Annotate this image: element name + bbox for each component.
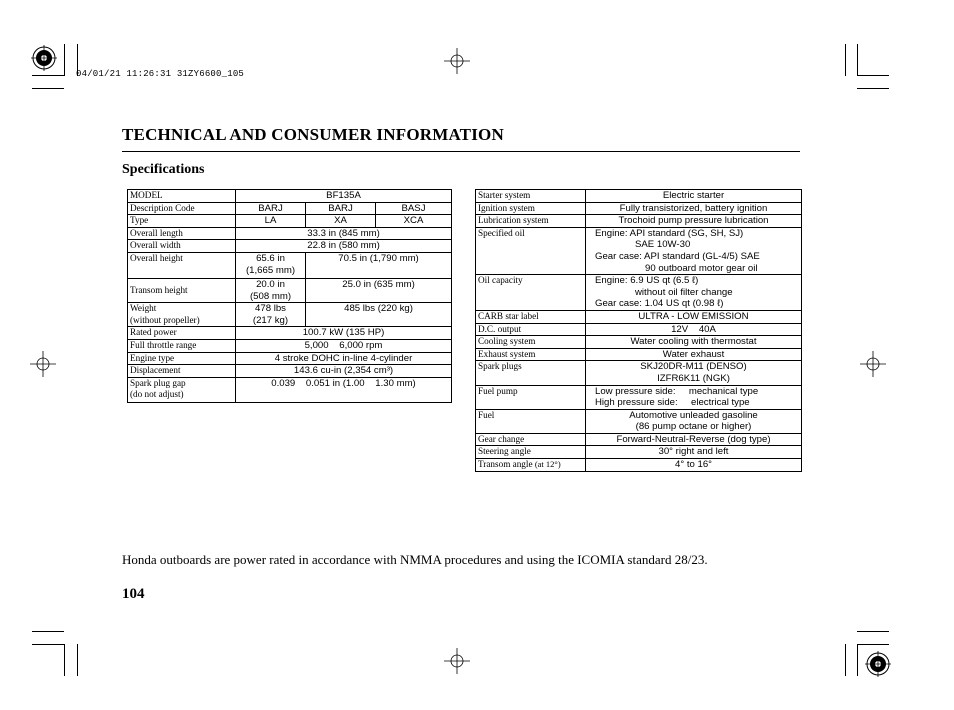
spark-plugs-label: Spark plugs — [476, 361, 586, 385]
title-divider — [122, 151, 800, 152]
transom-angle-label-text: Transom angle — [478, 459, 533, 470]
crop-mark-tr-h2 — [857, 88, 889, 89]
table-row — [128, 252, 452, 278]
table-row — [476, 202, 802, 215]
fuel-line2: (86 pump octane or higher) — [635, 421, 752, 433]
table-row — [476, 361, 802, 385]
table-row — [128, 303, 452, 327]
page-number: 104 — [122, 586, 145, 602]
ignition-value: Fully transistorized, battery ignition — [586, 202, 802, 215]
oil-capacity-label: Oil capacity — [476, 275, 586, 311]
type-label: Type — [128, 215, 236, 228]
crop-mark-bl-h2 — [32, 644, 64, 645]
fuel-pump-label: Fuel pump — [476, 385, 586, 409]
specified-oil-line4: 90 outboard motor gear oil — [645, 262, 758, 274]
engine-type-label: Engine type — [128, 352, 236, 365]
gear-change-label: Gear change — [476, 433, 586, 446]
overall-height-la-line1: 65.6 in — [256, 252, 285, 264]
page-title: TECHNICAL AND CONSUMER INFORMATION — [122, 125, 504, 144]
table-row — [128, 365, 452, 378]
overall-height-la — [236, 252, 306, 278]
crop-mark-bl-v — [64, 644, 65, 676]
table-row — [476, 446, 802, 459]
rated-power-value: 100.7 kW (135 HP) — [236, 327, 452, 340]
spark-plug-gap-label-line2: (do not adjust) — [130, 389, 184, 400]
weight-la — [236, 303, 306, 327]
crop-mark-tr-h — [857, 75, 889, 76]
weight-label — [128, 303, 236, 327]
spark-plug-gap-label — [128, 377, 236, 402]
overall-height-la-line2: (1,665 mm) — [245, 264, 296, 276]
exhaust-label: Exhaust system — [476, 348, 586, 361]
crosshair-bottom-icon — [444, 648, 470, 674]
fuel-line1: Automotive unleaded gasoline — [629, 409, 758, 421]
overall-height-label: Overall height — [128, 252, 236, 278]
overall-width-value: 22.8 in (580 mm) — [236, 240, 452, 253]
carb-value: ULTRA - LOW EMISSION — [586, 310, 802, 323]
table-row — [476, 190, 802, 203]
table-row — [476, 323, 802, 336]
table-row — [128, 377, 452, 402]
crop-mark-br-v2 — [857, 644, 858, 676]
model-label: MODEL — [128, 190, 236, 203]
description-code-1: BARJ — [236, 202, 306, 215]
full-throttle-label: Full throttle range — [128, 339, 236, 352]
exhaust-value: Water exhaust — [586, 348, 802, 361]
weight-label-line1: Weight — [130, 303, 157, 314]
fuel-label: Fuel — [476, 409, 586, 433]
fuel-pump-value — [586, 385, 802, 409]
registration-mark-bottom-right-icon — [864, 650, 892, 678]
crop-mark-tr-v — [845, 44, 846, 76]
table-row — [128, 240, 452, 253]
specified-oil-label: Specified oil — [476, 227, 586, 274]
crosshair-left-icon — [30, 351, 56, 377]
table-row — [128, 215, 452, 228]
weight-label-line2: (without propeller) — [130, 314, 200, 325]
table-row — [476, 336, 802, 349]
carb-label: CARB star label — [476, 310, 586, 323]
spark-plugs-value — [586, 361, 802, 385]
description-code-2: BARJ — [306, 202, 376, 215]
power-rating-footnote: Honda outboards are power rated in accordance with NMMA procedures and using the ICOMIA standard 28/23. — [122, 552, 708, 567]
crop-mark-br-h2 — [857, 644, 889, 645]
rated-power-label: Rated power — [128, 327, 236, 340]
crop-mark-tl-h2 — [32, 88, 64, 89]
spark-plugs-line2: IZFR6K11 (NGK) — [657, 372, 730, 384]
cooling-label: Cooling system — [476, 336, 586, 349]
print-timestamp: 04/01/21 11:26:31 31ZY6600_105 — [76, 69, 245, 79]
oil-capacity-line1: Engine: 6.9 US qt (6.5 ℓ) — [595, 275, 699, 287]
table-row — [476, 227, 802, 274]
displacement-label: Displacement — [128, 365, 236, 378]
overall-width-label: Overall width — [128, 240, 236, 253]
spark-plug-gap-label-line1: Spark plug gap — [130, 377, 186, 388]
overall-length-label: Overall length — [128, 227, 236, 240]
lubrication-label: Lubrication system — [476, 215, 586, 228]
overall-length-value: 33.3 in (845 mm) — [236, 227, 452, 240]
fuel-value — [586, 409, 802, 433]
crop-mark-br-h — [857, 631, 889, 632]
table-row — [476, 275, 802, 311]
spark-plug-gap-value: 0.039 0.051 in (1.00 1.30 mm) — [236, 377, 452, 402]
weight-la-line1: 478 lbs — [255, 303, 286, 315]
table-row — [128, 190, 452, 203]
right-spec-table — [475, 189, 802, 472]
overall-height-other: 70.5 in (1,790 mm) — [306, 252, 452, 278]
table-row — [128, 227, 452, 240]
ignition-label: Ignition system — [476, 202, 586, 215]
crosshair-right-icon — [860, 351, 886, 377]
displacement-value: 143.6 cu-in (2,354 cm³) — [236, 365, 452, 378]
full-throttle-value: 5,000 6,000 rpm — [236, 339, 452, 352]
table-row — [128, 278, 452, 302]
crop-mark-br-v — [845, 644, 846, 676]
transom-angle-label-note: (at 12°) — [534, 459, 561, 470]
crop-mark-tr-v2 — [857, 44, 858, 76]
lubrication-value: Trochoid pump pressure lubrication — [586, 215, 802, 228]
transom-height-other: 25.0 in (635 mm) — [306, 278, 452, 302]
description-code-label: Description Code — [128, 202, 236, 215]
model-value: BF135A — [236, 190, 452, 203]
specified-oil-value — [586, 227, 802, 274]
oil-capacity-value — [586, 275, 802, 311]
table-row — [476, 433, 802, 446]
fuel-pump-line1: Low pressure side: mechanical type — [595, 385, 759, 397]
table-row — [128, 339, 452, 352]
oil-capacity-line3: Gear case: 1.04 US qt (0.98 ℓ) — [595, 298, 724, 310]
table-row — [476, 409, 802, 433]
transom-angle-value: 4° to 16° — [586, 459, 802, 472]
engine-type-value: 4 stroke DOHC in-line 4-cylinder — [236, 352, 452, 365]
crop-mark-bl-h — [32, 631, 64, 632]
specified-oil-line2: SAE 10W-30 — [635, 239, 691, 251]
type-1: LA — [236, 215, 306, 228]
weight-la-line2: (217 kg) — [252, 314, 289, 326]
table-row — [476, 310, 802, 323]
registration-mark-top-left-icon — [30, 44, 58, 72]
transom-height-label: Transom height — [128, 278, 236, 302]
specified-oil-line3: Gear case: API standard (GL-4/5) SAE — [595, 250, 760, 262]
transom-height-la-line2: (508 mm) — [249, 290, 292, 302]
dc-output-label: D.C. output — [476, 323, 586, 336]
cooling-value: Water cooling with thermostat — [586, 336, 802, 349]
transom-height-la — [236, 278, 306, 302]
transom-angle-label — [476, 459, 586, 472]
steering-label: Steering angle — [476, 446, 586, 459]
starter-label: Starter system — [476, 190, 586, 203]
spark-plugs-line1: SKJ20DR-M11 (DENSO) — [640, 361, 747, 373]
table-row — [476, 215, 802, 228]
table-row — [128, 352, 452, 365]
crop-mark-bl-v2 — [77, 644, 78, 676]
transom-height-la-line1: 20.0 in — [256, 278, 285, 290]
steering-value: 30° right and left — [586, 446, 802, 459]
weight-other: 485 lbs (220 kg) — [306, 303, 452, 327]
section-title: Specifications — [122, 162, 205, 177]
dc-output-value: 12V 40A — [586, 323, 802, 336]
gear-change-value: Forward-Neutral-Reverse (dog type) — [586, 433, 802, 446]
table-row — [476, 385, 802, 409]
description-code-3: BASJ — [376, 202, 452, 215]
left-spec-table — [127, 189, 452, 403]
type-2: XA — [306, 215, 376, 228]
table-row — [476, 459, 802, 472]
table-row — [476, 348, 802, 361]
table-row — [128, 327, 452, 340]
table-row — [128, 202, 452, 215]
crop-mark-tl-v — [64, 44, 65, 76]
starter-value: Electric starter — [586, 190, 802, 203]
oil-capacity-line2: without oil filter change — [635, 286, 733, 298]
specified-oil-line1: Engine: API standard (SG, SH, SJ) — [595, 227, 744, 239]
crop-mark-tl-h — [32, 75, 64, 76]
crosshair-top-icon — [444, 48, 470, 74]
fuel-pump-line2: High pressure side: electrical type — [595, 397, 750, 409]
type-3: XCA — [376, 215, 452, 228]
